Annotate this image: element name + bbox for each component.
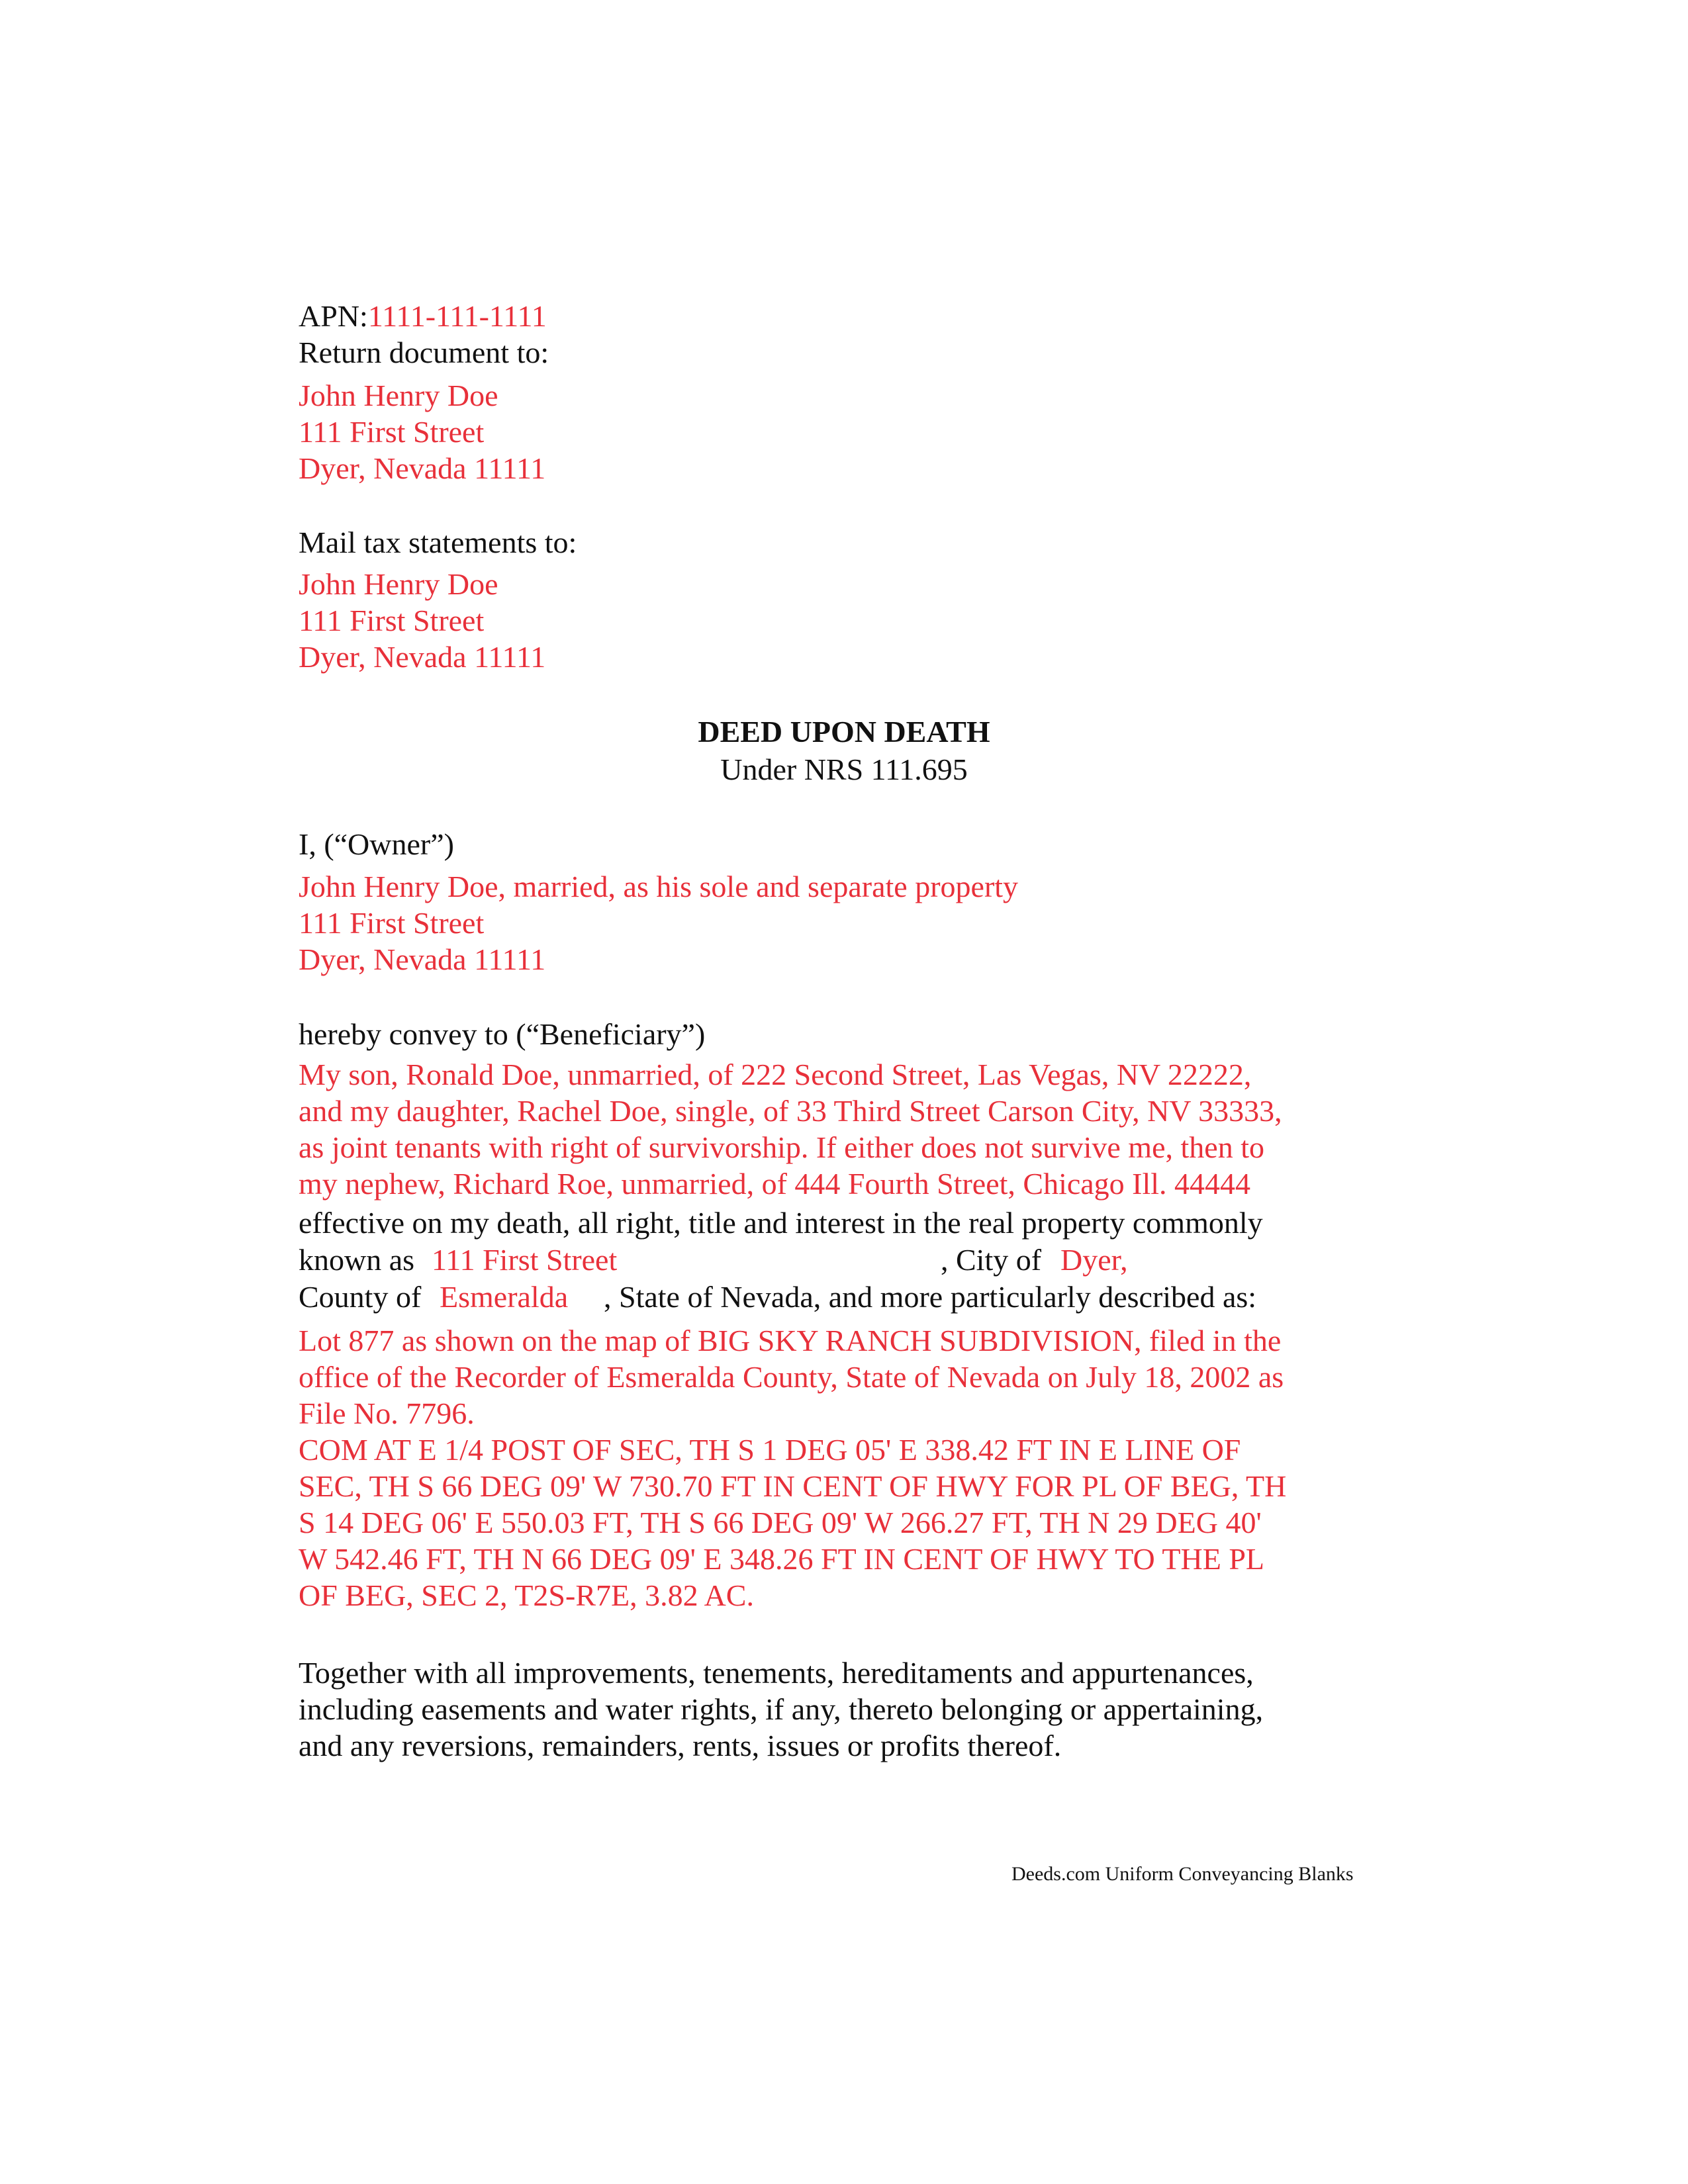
- return-to-name: John Henry Doe: [299, 379, 498, 412]
- legal-description-line-2: office of the Recorder of Esmeralda County, State of Nevada on July 18, 2002 as: [299, 1360, 1284, 1394]
- county-name: Esmeralda: [440, 1280, 569, 1314]
- footer-credit: Deeds.com Uniform Conveyancing Blanks: [1011, 1863, 1354, 1885]
- mail-tax-city: Dyer, Nevada 11111: [299, 640, 546, 674]
- known-as-prefix: known as: [299, 1243, 415, 1277]
- legal-description-line-7: W 542.46 FT, TH N 66 DEG 09' E 348.26 FT IN CENT OF HWY TO THE PL: [299, 1542, 1265, 1576]
- county-prefix: County of: [299, 1280, 422, 1314]
- together-line-3: and any reversions, remainders, rents, issues or profits thereof.: [299, 1729, 1062, 1762]
- mail-tax-name: John Henry Doe: [299, 567, 498, 601]
- return-to-label: Return document to:: [299, 336, 549, 369]
- together-line-1: Together with all improvements, tenements, hereditaments and appurtenances,: [299, 1656, 1254, 1690]
- owner-label: I, (“Owner”): [299, 827, 454, 861]
- beneficiary-line-3: as joint tenants with right of survivorship. If either does not survive me, then to: [299, 1130, 1264, 1164]
- effective-line: effective on my death, all right, title and interest in the real property commonly: [299, 1206, 1263, 1240]
- legal-description-line-6: S 14 DEG 06' E 550.03 FT, TH S 66 DEG 09' W 266.27 FT, TH N 29 DEG 40': [299, 1506, 1262, 1539]
- county-suffix: , State of Nevada, and more particularly described as:: [604, 1280, 1257, 1314]
- apn-label: APN:: [299, 299, 368, 333]
- apn-value: 1111-111-1111: [367, 299, 547, 333]
- legal-description-line-3: File No. 7796.: [299, 1396, 475, 1430]
- owner-line-3: Dyer, Nevada 11111: [299, 942, 546, 976]
- mail-tax-street: 111 First Street: [299, 604, 485, 637]
- apn-line: [299, 298, 547, 335]
- owner-line-2: 111 First Street: [299, 906, 485, 940]
- known-as-address: 111 First Street: [432, 1243, 618, 1277]
- beneficiary-line-1: My son, Ronald Doe, unmarried, of 222 Second Street, Las Vegas, NV 22222,: [299, 1058, 1252, 1091]
- legal-description-line-5: SEC, TH S 66 DEG 09' W 730.70 FT IN CENT OF HWY FOR PL OF BEG, TH: [299, 1469, 1287, 1503]
- legal-description-line-8: OF BEG, SEC 2, T2S-R7E, 3.82 AC.: [299, 1578, 754, 1612]
- return-to-city: Dyer, Nevada 11111: [299, 451, 546, 485]
- city-value: Dyer,: [1060, 1243, 1128, 1277]
- owner-line-1: John Henry Doe, married, as his sole and separate property: [299, 870, 1019, 903]
- document-subtitle: Under NRS 111.695: [720, 752, 968, 786]
- document-title: DEED UPON DEATH: [698, 715, 990, 749]
- mail-tax-label: Mail tax statements to:: [299, 525, 577, 559]
- legal-description-line-1: Lot 877 as shown on the map of BIG SKY RANCH SUBDIVISION, filed in the: [299, 1324, 1282, 1357]
- beneficiary-label: hereby convey to (“Beneficiary”): [299, 1017, 706, 1051]
- beneficiary-line-2: and my daughter, Rachel Doe, single, of 33 Third Street Carson City, NV 33333,: [299, 1094, 1282, 1128]
- return-to-street: 111 First Street: [299, 415, 485, 449]
- legal-description-line-4: COM AT E 1/4 POST OF SEC, TH S 1 DEG 05' E 338.42 FT IN E LINE OF: [299, 1433, 1241, 1467]
- beneficiary-line-4: my nephew, Richard Roe, unmarried, of 444 Fourth Street, Chicago Ill. 44444: [299, 1167, 1251, 1201]
- together-line-2: including easements and water rights, if any, thereto belonging or appertaining,: [299, 1692, 1264, 1726]
- city-label: , City of: [941, 1243, 1042, 1277]
